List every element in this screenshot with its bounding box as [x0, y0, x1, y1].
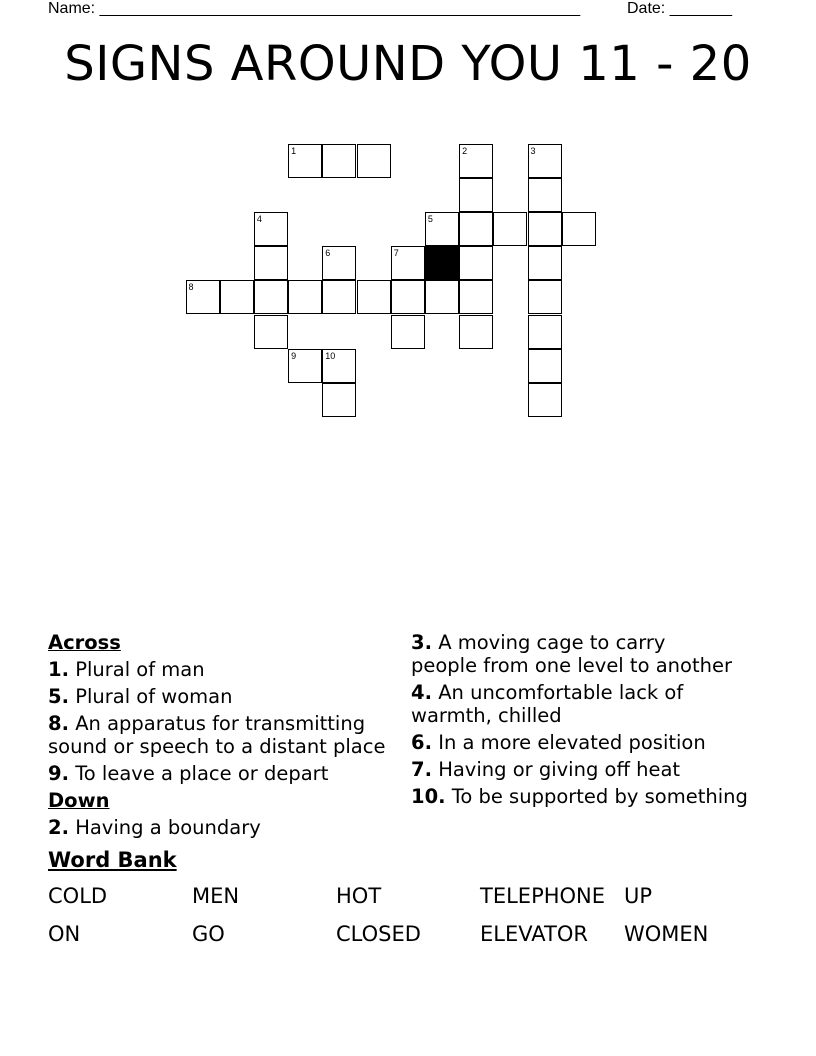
- clue-across-9: [48, 762, 408, 785]
- cell-clue-number: 4: [256, 213, 262, 224]
- clue-down-4: [411, 681, 791, 727]
- crossword-cell[interactable]: [425, 212, 459, 246]
- word-bank-word: CLOSED: [336, 922, 421, 946]
- crossword-cell[interactable]: [322, 280, 356, 314]
- clues-right-column: [411, 631, 791, 812]
- crossword-cell[interactable]: [459, 212, 493, 246]
- crossword-cell[interactable]: [528, 315, 562, 349]
- word-bank-word: WOMEN: [624, 922, 709, 946]
- word-bank-grid: [48, 884, 768, 946]
- clue-text: Plural of woman: [75, 685, 233, 708]
- cell-clue-number: 9: [291, 350, 297, 361]
- clue-number: 8.: [48, 712, 69, 735]
- crossword-cell[interactable]: [562, 212, 596, 246]
- clue-across-5: [48, 685, 408, 708]
- word-bank-word: MEN: [192, 884, 240, 908]
- clue-text: In a more elevated position: [438, 731, 706, 754]
- clue-across-1: [48, 658, 408, 681]
- clue-text: An apparatus for transmitting sound or speech to a distant place: [48, 712, 386, 758]
- crossword-cell[interactable]: [254, 246, 288, 280]
- clue-number: 2.: [48, 816, 69, 839]
- cell-clue-number: 1: [291, 145, 297, 156]
- crossword-cell[interactable]: [528, 144, 562, 178]
- word-bank-word: ELEVATOR: [480, 922, 588, 946]
- clue-number: 1.: [48, 658, 69, 681]
- crossword-cell[interactable]: [322, 246, 356, 280]
- crossword-cell[interactable]: [391, 280, 425, 314]
- clue-text: Having a boundary: [75, 816, 261, 839]
- crossword-cell[interactable]: [357, 144, 391, 178]
- crossword-block-cell: [425, 246, 459, 280]
- clue-text: Plural of man: [75, 658, 205, 681]
- word-bank-word: TELEPHONE: [480, 884, 606, 908]
- crossword-cell[interactable]: [322, 383, 356, 417]
- word-bank-word: COLD: [48, 884, 108, 908]
- crossword-cell[interactable]: [288, 144, 322, 178]
- word-bank-word: ON: [48, 922, 81, 946]
- crossword-cell[interactable]: [288, 280, 322, 314]
- page-title: SIGNS AROUND YOU 11 - 20: [64, 36, 752, 92]
- crossword-cell[interactable]: [528, 280, 562, 314]
- crossword-cell[interactable]: [459, 144, 493, 178]
- clue-number: 7.: [411, 758, 432, 781]
- clue-text: A moving cage to carry people from one level to another: [411, 631, 732, 677]
- crossword-cell[interactable]: [254, 280, 288, 314]
- cell-clue-number: 7: [393, 248, 399, 259]
- clue-number: 5.: [48, 685, 69, 708]
- clue-down-6: [411, 731, 791, 754]
- down-heading: Down: [48, 789, 110, 812]
- crossword-cell[interactable]: [357, 280, 391, 314]
- clue-number: 10.: [411, 785, 446, 808]
- clue-number: 9.: [48, 762, 69, 785]
- word-bank-word: UP: [624, 884, 653, 908]
- crossword-cell[interactable]: [288, 349, 322, 383]
- crossword-cell[interactable]: [528, 383, 562, 417]
- cell-clue-number: 2: [462, 145, 468, 156]
- clue-across-8: [48, 712, 408, 758]
- word-bank-word: GO: [192, 922, 225, 946]
- crossword-cell[interactable]: [459, 246, 493, 280]
- crossword-cell[interactable]: [528, 246, 562, 280]
- word-bank-title: Word Bank: [48, 848, 177, 872]
- crossword-cell[interactable]: [459, 315, 493, 349]
- crossword-cell[interactable]: [391, 246, 425, 280]
- cell-clue-number: 10: [325, 350, 336, 361]
- across-heading: Across: [48, 631, 121, 654]
- crossword-cell[interactable]: [391, 315, 425, 349]
- clue-down-3: [411, 631, 791, 677]
- cell-clue-number: 6: [325, 248, 331, 259]
- clue-number: 6.: [411, 731, 432, 754]
- clue-text: To be supported by something: [451, 785, 748, 808]
- clue-down-10: [411, 785, 791, 808]
- crossword-cell[interactable]: [322, 144, 356, 178]
- clue-text: An uncomfortable lack of warmth, chilled: [411, 681, 684, 727]
- crossword-cell[interactable]: [528, 212, 562, 246]
- clue-number: 4.: [411, 681, 432, 704]
- crossword-cell[interactable]: [186, 280, 220, 314]
- date-line: Date: _______: [627, 0, 732, 17]
- crossword-cell[interactable]: [493, 212, 527, 246]
- clue-number: 3.: [411, 631, 432, 654]
- clue-down-2: [48, 816, 408, 839]
- crossword-cell[interactable]: [322, 349, 356, 383]
- name-line: Name: ______________________________________________________: [48, 0, 581, 17]
- clue-down-7: [411, 758, 791, 781]
- clues-left-column: [48, 631, 408, 843]
- cell-clue-number: 5: [427, 213, 433, 224]
- cell-clue-number: 8: [188, 282, 194, 293]
- clue-text: Having or giving off heat: [438, 758, 681, 781]
- crossword-cell[interactable]: [528, 178, 562, 212]
- crossword-cell[interactable]: [254, 212, 288, 246]
- crossword-cell[interactable]: [220, 280, 254, 314]
- crossword-cell[interactable]: [528, 349, 562, 383]
- crossword-cell[interactable]: [254, 315, 288, 349]
- crossword-cell[interactable]: [459, 280, 493, 314]
- clue-text: To leave a place or depart: [75, 762, 329, 785]
- crossword-cell[interactable]: [459, 178, 493, 212]
- cell-clue-number: 3: [530, 145, 536, 156]
- word-bank-word: HOT: [336, 884, 382, 908]
- crossword-cell[interactable]: [425, 280, 459, 314]
